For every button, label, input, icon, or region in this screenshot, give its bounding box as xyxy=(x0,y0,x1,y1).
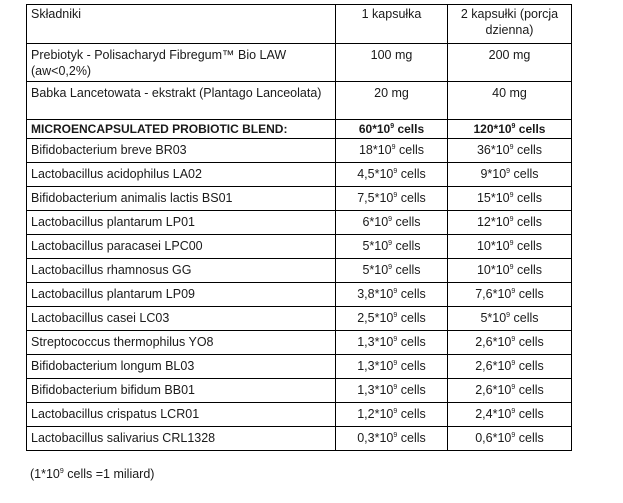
ingredient-name: Babka Lancetowata - ekstrakt (Plantago Lanceolata) xyxy=(27,82,336,120)
strain-dose-1-value: 1,3*10 xyxy=(357,335,394,349)
strain-dose-1-unit: cells xyxy=(397,311,426,325)
strain-dose-1 xyxy=(336,331,448,355)
strain-dose-1-exponent: 9 xyxy=(393,359,398,367)
strain-dose-1 xyxy=(336,235,448,259)
strain-dose-1 xyxy=(336,259,448,283)
strain-dose-2-value: 15*10 xyxy=(476,191,510,205)
strain-name: Lactobacillus crispatus LCR01 xyxy=(27,403,336,427)
strain-dose-2-exponent: 9 xyxy=(511,335,516,343)
strain-name: Lactobacillus casei LC03 xyxy=(27,307,336,331)
strain-dose-1 xyxy=(336,211,448,235)
strain-row xyxy=(27,403,572,427)
strain-dose-1 xyxy=(336,427,448,451)
blend-dose-2 xyxy=(448,120,572,139)
strain-dose-1 xyxy=(336,307,448,331)
strain-dose-2 xyxy=(448,379,572,403)
header-ingredient: Składniki xyxy=(27,5,336,44)
strain-dose-2-value: 10*10 xyxy=(476,239,510,253)
strain-dose-1 xyxy=(336,283,448,307)
strain-dose-2-value: 5*10 xyxy=(480,311,507,325)
strain-dose-2-exponent: 9 xyxy=(511,383,516,391)
strain-dose-1-exponent: 9 xyxy=(393,431,398,439)
blend-dose-1-exponent: 9 xyxy=(390,123,395,130)
strain-dose-1-exponent: 9 xyxy=(393,287,398,295)
strain-dose-1 xyxy=(336,187,448,211)
strain-dose-1-value: 3,8*10 xyxy=(357,287,394,301)
strain-dose-1-unit: cells xyxy=(395,143,425,157)
strain-dose-2-unit: cells xyxy=(510,167,539,181)
strain-name: Lactobacillus rhamnosus GG xyxy=(27,259,336,283)
strain-dose-1-value: 0,3*10 xyxy=(357,431,394,445)
strain-dose-2-unit: cells xyxy=(513,215,543,229)
strain-dose-2 xyxy=(448,355,572,379)
strain-dose-2-unit: cells xyxy=(510,311,539,325)
strain-row xyxy=(27,379,572,403)
strain-dose-2-unit: cells xyxy=(515,335,544,349)
strain-dose-1-value: 7,5*10 xyxy=(357,191,394,205)
strain-dose-2-value: 0,6*10 xyxy=(475,431,512,445)
strain-dose-2-exponent: 9 xyxy=(511,287,516,295)
strain-dose-2 xyxy=(448,163,572,187)
strain-row xyxy=(27,235,572,259)
footnote-before: (1*10 xyxy=(30,467,60,481)
strain-dose-2-unit: cells xyxy=(515,431,544,445)
blend-dose-2-unit: cells xyxy=(515,122,546,136)
footnote-after: cells =1 miliard) xyxy=(63,467,155,481)
strain-dose-2-unit: cells xyxy=(515,287,544,301)
blend-dose-1 xyxy=(336,120,448,139)
strain-name: Lactobacillus plantarum LP09 xyxy=(27,283,336,307)
strain-dose-2 xyxy=(448,331,572,355)
table-row xyxy=(27,82,572,120)
strain-dose-2-value: 12*10 xyxy=(476,215,510,229)
ingredient-dose-2: 40 mg xyxy=(448,82,572,120)
strain-dose-2-value: 2,6*10 xyxy=(475,359,512,373)
ingredient-dose-2: 200 mg xyxy=(448,44,572,82)
strain-dose-1-unit: cells xyxy=(397,359,426,373)
ingredient-dose-1: 20 mg xyxy=(336,82,448,120)
strain-dose-2-unit: cells xyxy=(515,407,544,421)
strain-dose-2-unit: cells xyxy=(513,143,543,157)
strain-row xyxy=(27,283,572,307)
strain-dose-2 xyxy=(448,211,572,235)
strain-dose-2 xyxy=(448,235,572,259)
blend-dose-1-value: 60*10 xyxy=(358,122,391,136)
strain-dose-1-exponent: 9 xyxy=(391,143,396,151)
strain-dose-1-unit: cells xyxy=(397,407,426,421)
strain-dose-1-value: 2,5*10 xyxy=(357,311,394,325)
strain-dose-2-exponent: 9 xyxy=(506,167,511,175)
strain-dose-2-exponent: 9 xyxy=(511,407,516,415)
strain-dose-1-unit: cells xyxy=(397,287,426,301)
strain-dose-2-value: 7,6*10 xyxy=(475,287,512,301)
strain-dose-2 xyxy=(448,259,572,283)
strain-dose-1-unit: cells xyxy=(397,431,426,445)
strain-dose-1-exponent: 9 xyxy=(393,383,398,391)
strain-dose-1-exponent: 9 xyxy=(393,191,398,199)
strain-row xyxy=(27,187,572,211)
strain-name: Lactobacillus acidophilus LA02 xyxy=(27,163,336,187)
strain-row xyxy=(27,211,572,235)
strain-name: Bifidobacterium breve BR03 xyxy=(27,139,336,163)
strain-dose-1-value: 5*10 xyxy=(362,263,389,277)
strain-dose-1-exponent: 9 xyxy=(388,239,393,247)
strain-dose-1-unit: cells xyxy=(392,215,421,229)
strain-dose-2-value: 10*10 xyxy=(476,263,510,277)
strain-dose-2-exponent: 9 xyxy=(509,215,514,223)
header-dose-1: 1 kapsułka xyxy=(336,5,448,44)
strain-row xyxy=(27,307,572,331)
strain-dose-2-exponent: 9 xyxy=(511,359,516,367)
strain-dose-1-unit: cells xyxy=(397,167,426,181)
strain-dose-2 xyxy=(448,403,572,427)
strain-name: Bifidobacterium longum BL03 xyxy=(27,355,336,379)
strain-dose-1 xyxy=(336,403,448,427)
strain-dose-1-value: 4,5*10 xyxy=(357,167,394,181)
header-dose-2: 2 kapsułki (porcja dzienna) xyxy=(448,5,572,44)
strain-dose-2-exponent: 9 xyxy=(506,311,511,319)
strain-dose-1-value: 18*10 xyxy=(358,143,392,157)
supplement-facts-table xyxy=(26,4,572,451)
footnote-exponent: 9 xyxy=(59,467,64,475)
strain-dose-1 xyxy=(336,379,448,403)
blend-dose-1-unit: cells xyxy=(394,122,425,136)
strain-name: Streptococcus thermophilus YO8 xyxy=(27,331,336,355)
blend-name: MICROENCAPSULATED PROBIOTIC BLEND: xyxy=(27,120,336,139)
footnote xyxy=(30,466,154,482)
strain-dose-2-unit: cells xyxy=(513,263,543,277)
blend-dose-2-value: 120*10 xyxy=(473,122,512,136)
strain-dose-1 xyxy=(336,163,448,187)
strain-dose-2-exponent: 9 xyxy=(509,239,514,247)
strain-dose-1-unit: cells xyxy=(397,335,426,349)
strain-dose-2-unit: cells xyxy=(515,383,544,397)
strain-dose-1-exponent: 9 xyxy=(393,407,398,415)
strain-row xyxy=(27,163,572,187)
strain-name: Lactobacillus plantarum LP01 xyxy=(27,211,336,235)
strain-dose-2-value: 2,4*10 xyxy=(475,407,512,421)
blend-dose-2-exponent: 9 xyxy=(511,123,516,130)
table-header-row xyxy=(27,5,572,44)
strain-dose-2 xyxy=(448,187,572,211)
strain-dose-1-unit: cells xyxy=(392,263,421,277)
strain-dose-2-exponent: 9 xyxy=(509,263,514,271)
probiotic-blend-row xyxy=(27,120,572,139)
strain-dose-2 xyxy=(448,139,572,163)
strain-dose-1-unit: cells xyxy=(397,191,426,205)
strain-dose-1-exponent: 9 xyxy=(393,167,398,175)
strain-dose-1-value: 1,3*10 xyxy=(357,383,394,397)
strain-dose-2-unit: cells xyxy=(513,239,543,253)
strain-dose-2-value: 2,6*10 xyxy=(475,383,512,397)
strain-dose-2-value: 2,6*10 xyxy=(475,335,512,349)
strain-dose-2-exponent: 9 xyxy=(511,431,516,439)
strain-row xyxy=(27,331,572,355)
strain-row xyxy=(27,427,572,451)
strain-dose-1-exponent: 9 xyxy=(393,311,398,319)
strain-dose-2-value: 36*10 xyxy=(476,143,510,157)
strain-dose-2-value: 9*10 xyxy=(480,167,507,181)
strain-dose-1-exponent: 9 xyxy=(388,263,393,271)
strain-dose-1-unit: cells xyxy=(392,239,421,253)
strain-dose-1-unit: cells xyxy=(397,383,426,397)
strain-name: Bifidobacterium bifidum BB01 xyxy=(27,379,336,403)
strain-dose-1-value: 5*10 xyxy=(362,239,389,253)
strain-dose-1 xyxy=(336,355,448,379)
strain-dose-1-exponent: 9 xyxy=(393,335,398,343)
ingredient-dose-1: 100 mg xyxy=(336,44,448,82)
strain-row xyxy=(27,259,572,283)
strain-dose-2 xyxy=(448,283,572,307)
strain-row xyxy=(27,139,572,163)
strain-dose-1 xyxy=(336,139,448,163)
strain-dose-2-exponent: 9 xyxy=(509,191,514,199)
table-row xyxy=(27,44,572,82)
strain-name: Lactobacillus salivarius CRL1328 xyxy=(27,427,336,451)
strain-dose-1-exponent: 9 xyxy=(388,215,393,223)
strain-dose-1-value: 6*10 xyxy=(362,215,389,229)
strain-dose-2-exponent: 9 xyxy=(509,143,514,151)
strain-name: Bifidobacterium animalis lactis BS01 xyxy=(27,187,336,211)
strain-dose-2-unit: cells xyxy=(515,359,544,373)
strain-dose-1-value: 1,2*10 xyxy=(357,407,394,421)
strain-dose-2-unit: cells xyxy=(513,191,543,205)
strain-row xyxy=(27,355,572,379)
strain-dose-1-value: 1,3*10 xyxy=(357,359,394,373)
strain-dose-2 xyxy=(448,307,572,331)
ingredient-name: Prebiotyk - Polisacharyd Fibregum™ Bio LAW (aw<0,2%) xyxy=(27,44,336,82)
strain-name: Lactobacillus paracasei LPC00 xyxy=(27,235,336,259)
strain-dose-2 xyxy=(448,427,572,451)
